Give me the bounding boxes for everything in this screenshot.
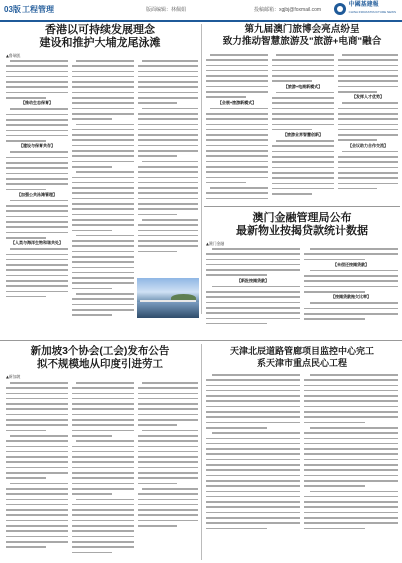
section-divider bbox=[0, 340, 402, 341]
finance-subhead: 【未偿还按揭贷款】 bbox=[333, 261, 369, 267]
tianjin-column-1 bbox=[206, 372, 300, 560]
editor-credit: 版面编辑：林佩娟 bbox=[146, 7, 187, 13]
finance-article-title bbox=[204, 212, 400, 238]
hk-byline: ▲鲁瑞凯 bbox=[6, 53, 21, 58]
tianjin-article-title bbox=[204, 345, 400, 369]
logo-subtitle: CHINA INFRASTRUCTURE NEWS bbox=[348, 10, 396, 14]
finance-subhead: 【新批按揭贷款】 bbox=[237, 277, 269, 283]
page-number: 03版 bbox=[4, 5, 21, 14]
section-divider bbox=[204, 206, 400, 207]
hk-article-title bbox=[4, 24, 196, 50]
fair-column-1 bbox=[206, 52, 268, 202]
assoc-column-1 bbox=[6, 380, 68, 560]
hk-title-line1: 香港以可持续发展理念 bbox=[45, 24, 155, 36]
fair-subhead: 【会议助力合作交流】 bbox=[348, 142, 388, 148]
fair-article-title bbox=[204, 24, 400, 48]
hk-subhead: 【人类与海洋生物和谐共处】 bbox=[11, 240, 63, 246]
hk-title-line2: 建设和推护大埔龙尾泳滩 bbox=[39, 37, 161, 49]
assoc-article-title bbox=[4, 345, 196, 371]
hk-subhead: 【建设与保育共存】 bbox=[19, 143, 55, 149]
hk-column-3 bbox=[138, 58, 198, 278]
hk-column-1 bbox=[6, 58, 68, 328]
assoc-title-line2: 拟不规模地从印度引进劳工 bbox=[37, 358, 163, 370]
hk-column-2 bbox=[72, 58, 134, 330]
assoc-byline: ▲新加坡 bbox=[6, 374, 21, 379]
assoc-column-3 bbox=[138, 380, 198, 560]
logo-title: 中國基建報 bbox=[348, 2, 379, 8]
column-divider bbox=[201, 344, 202, 560]
finance-column-1 bbox=[206, 246, 300, 336]
fair-subhead: 【会展+旅游新模式】 bbox=[217, 99, 257, 105]
hk-subhead: 【推动生态保育】 bbox=[21, 100, 53, 106]
fair-title-line2: 致力推动智慧旅游及"旅游+电商"融合 bbox=[222, 36, 382, 47]
section-name: 工程管理 bbox=[22, 5, 54, 14]
tianjin-title-line2: 系天津市重点民心工程 bbox=[256, 358, 347, 368]
finance-subhead: 【按揭贷款拖欠比率】 bbox=[331, 294, 371, 300]
fair-subhead: 【旅游+电商新模式】 bbox=[283, 83, 323, 89]
logo-emblem-icon bbox=[334, 3, 346, 15]
fair-title-line1: 第九届澳门旅博会亮点纷呈 bbox=[244, 24, 360, 35]
hk-subhead: 【加强公共泳滩管理】 bbox=[17, 191, 57, 197]
page-header bbox=[0, 0, 402, 22]
column-divider bbox=[201, 24, 202, 314]
finance-title-line2: 最新物业按揭贷款统计数据 bbox=[236, 225, 368, 237]
beach-photo bbox=[137, 278, 199, 318]
tianjin-column-2 bbox=[304, 372, 398, 560]
fair-subhead: 【旅游业界智慧创新】 bbox=[283, 132, 323, 138]
finance-byline: ▲澳门金融 bbox=[206, 241, 225, 246]
fair-column-2 bbox=[272, 52, 334, 202]
newspaper-logo bbox=[334, 2, 396, 16]
assoc-column-2 bbox=[72, 380, 134, 560]
fair-subhead: 【发挥人才优势】 bbox=[352, 94, 384, 100]
submission-email: 投稿邮箱：xgjbj@foxmail.com bbox=[254, 7, 322, 13]
tianjin-title-line1: 天津北辰道路管廊项目监控中心完工 bbox=[229, 346, 374, 356]
assoc-title-line1: 新加坡3个协会(工会)发布公告 bbox=[30, 345, 170, 357]
finance-column-2 bbox=[304, 246, 398, 336]
fair-column-3 bbox=[338, 52, 398, 202]
finance-title-line1: 澳门金融管理局公布 bbox=[252, 212, 352, 224]
